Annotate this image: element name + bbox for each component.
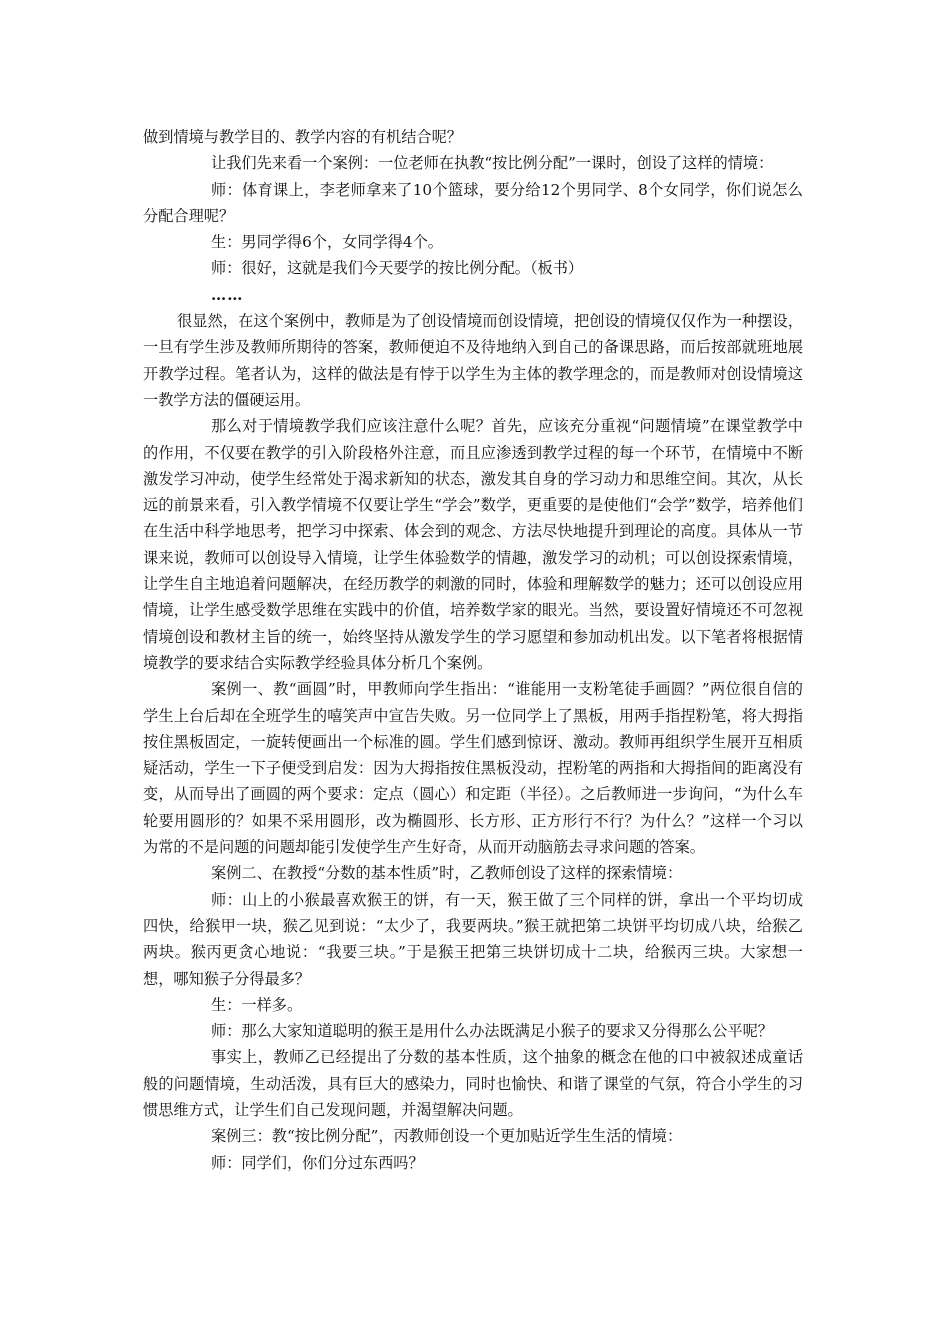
paragraph-case-two: 案例二、在教授“分数的基本性质”时，乙教师创设了这样的探索情境： xyxy=(211,864,683,883)
paragraph-intro-question: 做到情境与教学目的、教学内容的有机结合呢？ xyxy=(143,128,462,146)
dialogue-student-same: 生：一样多。 xyxy=(211,995,303,1014)
dialogue-teacher-question: 师：那么大家知道聪明的猴王是用什么办法既满足小猴子的要求又分得那么公平呢？ xyxy=(211,1022,773,1041)
paragraph-case-two-analysis: 事实上，教师乙已经提出了分数的基本性质，这个抽象的概念在他的口中被叙述成童话般的问题情境，生动活泼，具有巨大的感染力，同时也愉快、和谐了课堂的气氛，符合小学生的习惯思维方式，让学生们自己发现问题，并渴望解决问题。 xyxy=(143,1048,803,1119)
paragraph-case-one: 案例一、教“画圆”时，甲教师向学生指出：“谁能用一支粉笔徒手画圆？”两位很自信的学生上台后却在全班学生的嘻笑声中宣告失败。另一位同学上了黑板，用两手指捏粉笔，将大拇指按住黑板固定，一旋转便画出一个标准的圆。学生们感到惊讶、激动。教师再组织学生展开互相质疑活动，学生一下子便受到启发：因为大拇指按住黑板没动，捏粉笔的两指和大拇指间的距离没有变，从而导出了画圆的两个要求：定点（圆心）和定距（半径）。之后教师进一步询问，“为什么车轮要用圆形的？如果不采用圆形，改为椭圆形、长方形、正方形行不行？为什么？”这样一个习以为常的不是问题的问题却能引发使学生产生好奇，从而开动脑筋去寻求问题的答案。 xyxy=(143,680,803,857)
dialogue-teacher-board: 师：很好，这就是我们今天要学的按比例分配。（板书） xyxy=(211,259,584,278)
dialogue-student-answer: 生：男同学得6个，女同学得4个。 xyxy=(211,233,443,252)
dialogue-teacher-monkey-story: 师：山上的小猴最喜欢猴王的饼，有一天，猴王做了三个同样的饼，拿出一个平均切成四快，给猴甲一块，猴乙见到说：“太少了，我要两块。”猴王就把第二块饼平均切成八块，给猴乙两块。猴丙更贪心地说：“我要三块。”于是猴王把第三块饼切成十二块，给猴丙三块。大家想一想，哪知猴子分得最多？ xyxy=(143,890,803,988)
paragraph-case-three: 案例三：教“按比例分配”，丙教师创设一个更加贴近学生生活的情境： xyxy=(211,1127,683,1146)
paragraph-case-intro: 让我们先来看一个案例：一位老师在执教“按比例分配”一课时，创设了这样的情境： xyxy=(211,154,774,173)
paragraph-analysis: 很显然，在这个案例中，教师是为了创设情境而创设情境，把创设的情境仅仅作为一种摆设，一旦有学生涉及教师所期待的答案，教师便迫不及待地纳入到自己的备课思路，而后按部就班地展开教学过程。笔者认为，这样的做法是有悖于以学生为主体的教学理念的，而是教师对创设情境这一教学方法的僵硬运用。 xyxy=(143,312,803,409)
dialogue-teacher-sharing: 师：同学们，你们分过东西吗？ xyxy=(211,1153,424,1172)
ellipsis-marker: …… xyxy=(211,285,244,304)
document-body xyxy=(143,124,803,1176)
paragraph-situational-teaching: 那么对于情境教学我们应该注意什么呢？首先，应该充分重视“问题情境”在课堂教学中的作用，不仅要在教学的引入阶段格外注意，而且应渗透到教学过程的每一个环节，在情境中不断激发学习冲动，使学生经常处于渴求新知的状态，激发其自身的学习动力和思维空间。其次，从长远的前景来看，引入教学情境不仅要让学生“学会”数学，更重要的是使他们“会学”数学，培养他们在生活中科学地思考，把学习中探索、体会到的观念、方法尽快地提升到理论的高度。具体从一节课来说，教师可以创设导入情境，让学生体验数学的情趣，激发学习的动机；可以创设探索情境，让学生自主地追着问题解决，在经历教学的刺激的同时，体验和理解数学的魅力；还可以创设应用情境，让学生感受数学思维在实践中的价值，培养数学家的眼光。当然，要设置好情境还不可忽视情境创设和教材主旨的统一，始终坚持从激发学生的学习愿望和参加动机出发。以下笔者将根据情境教学的要求结合实际教学经验具体分析几个案例。 xyxy=(143,417,803,672)
dialogue-teacher-basketball: 师：体育课上，李老师拿来了10个篮球，要分给12个男同学、8个女同学，你们说怎么分配合理呢？ xyxy=(143,180,803,225)
